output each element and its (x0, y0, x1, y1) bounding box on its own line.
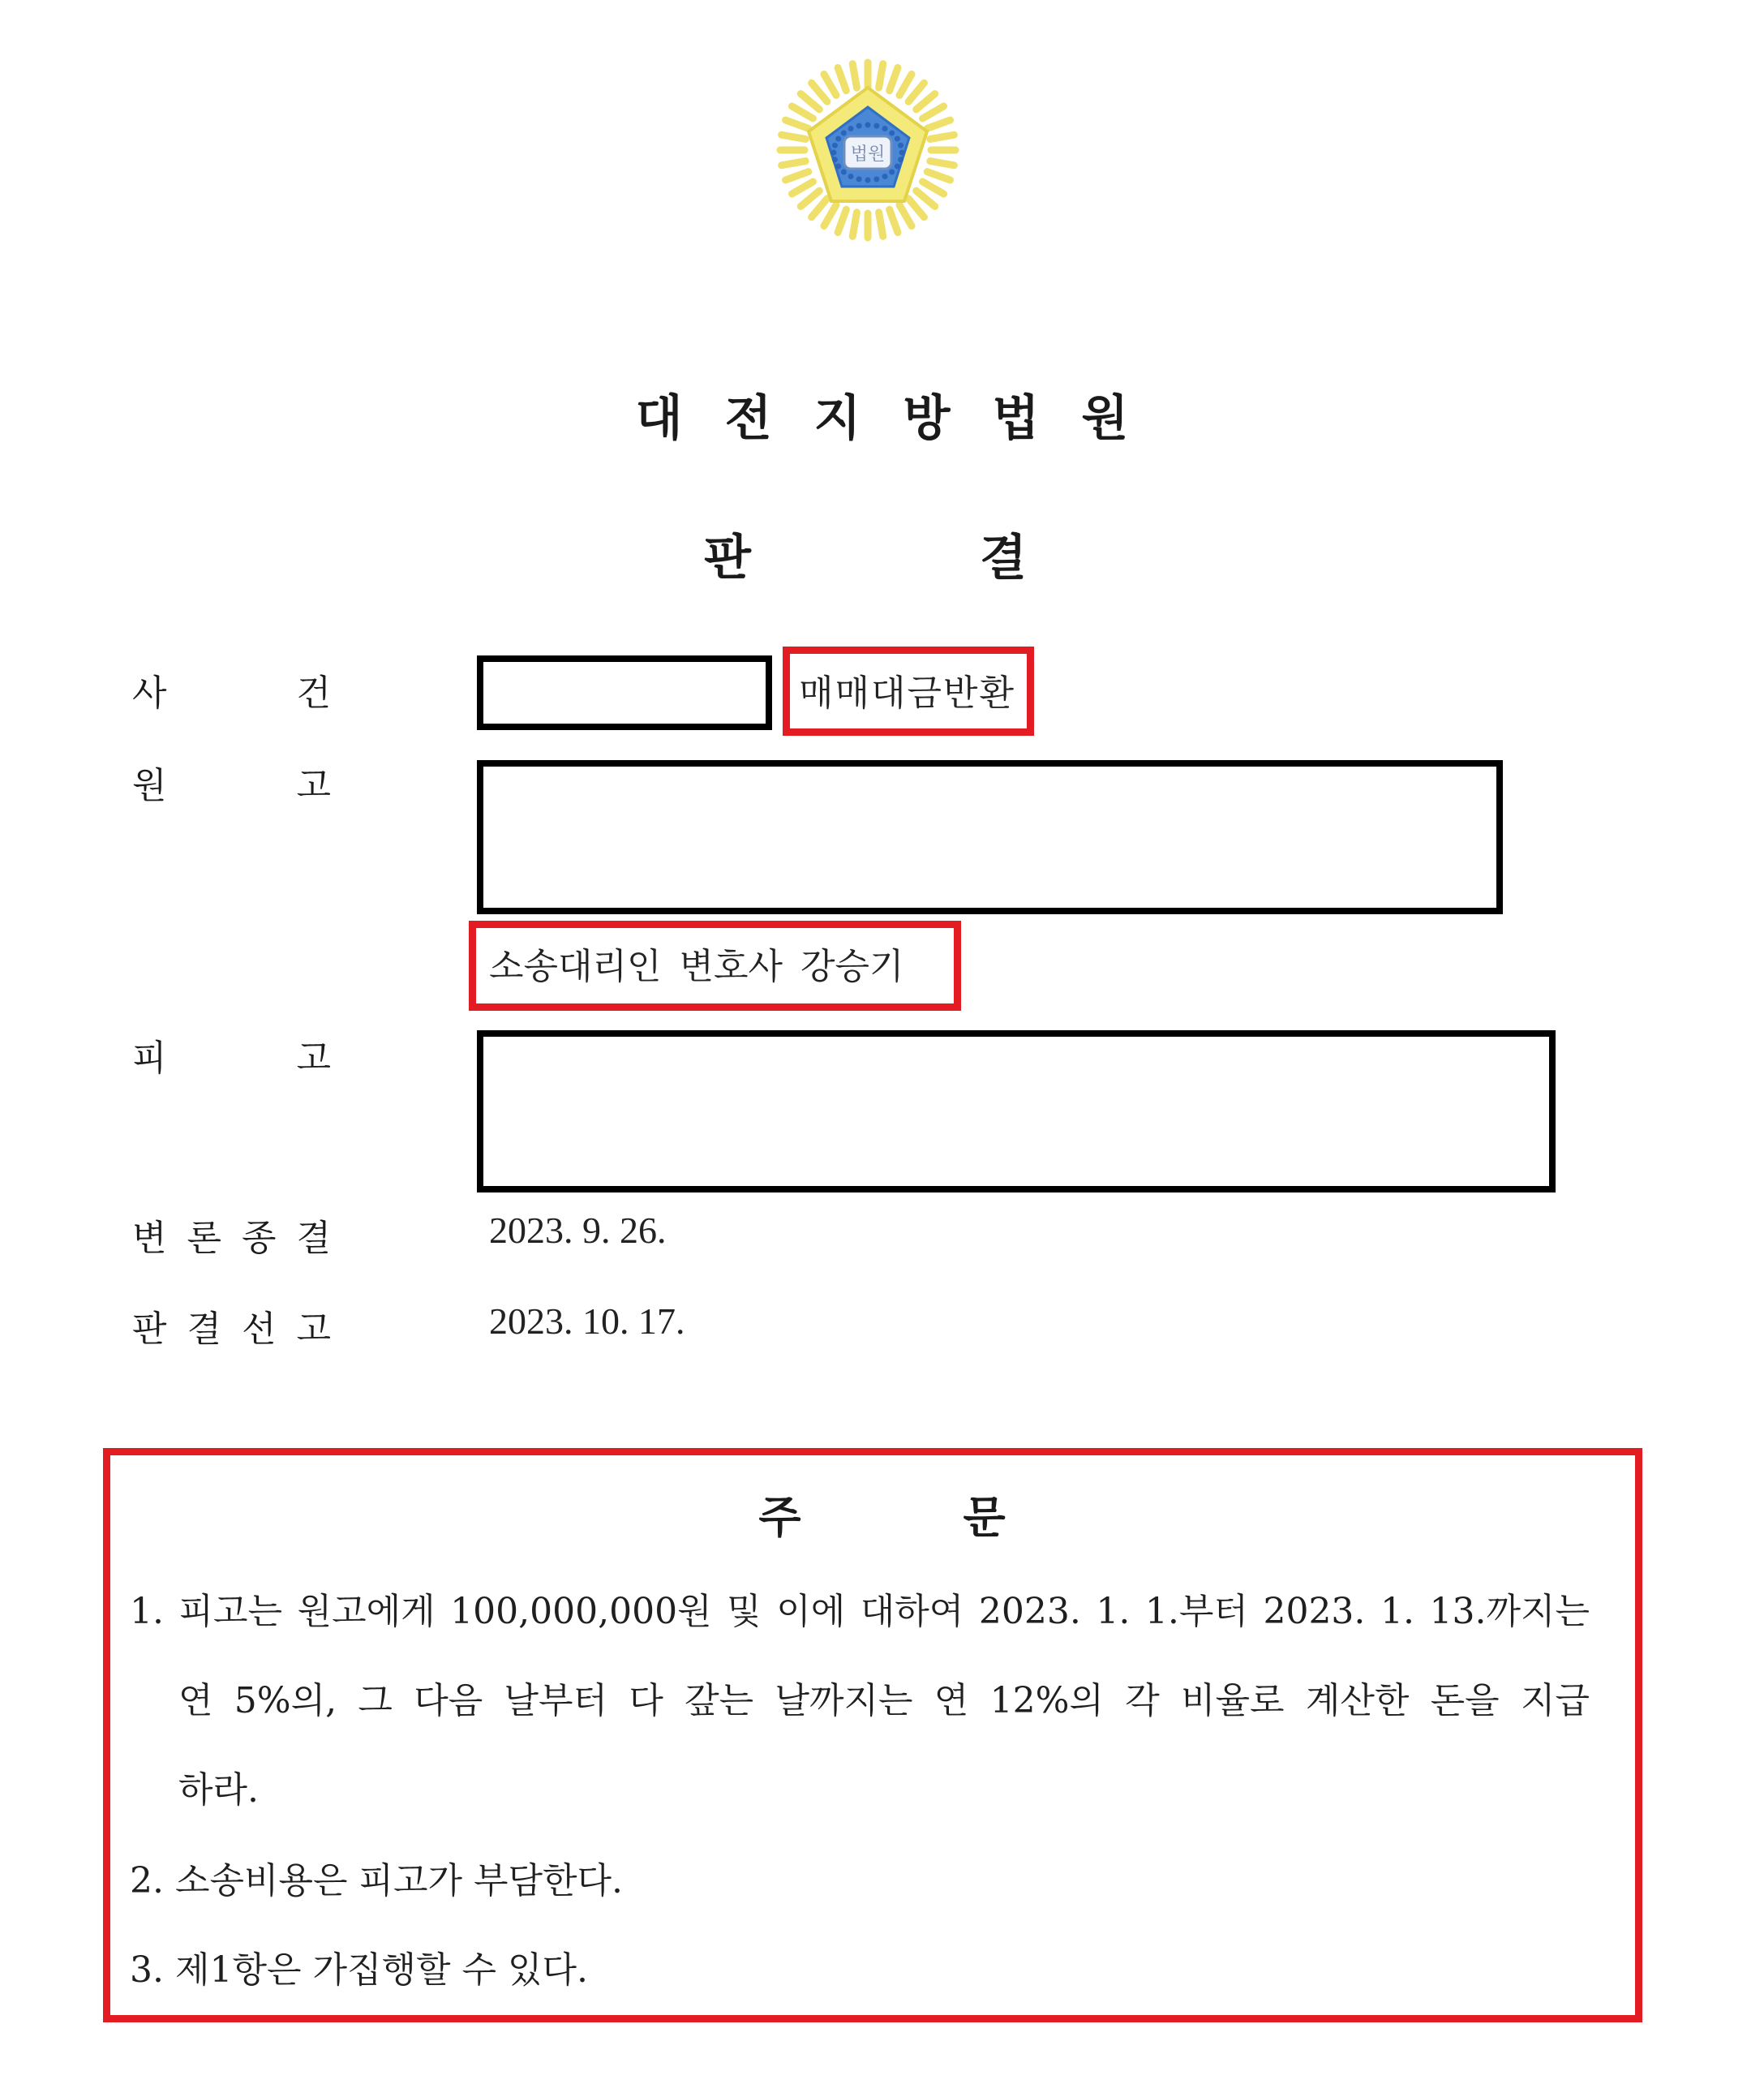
case-name: 매매대금반환 (799, 673, 1016, 714)
title-char-left: 판 (704, 530, 751, 587)
closing-date: 2023. 9. 26. (489, 1210, 667, 1251)
order-item-3: 3. 제1항은 가집행할 수 있다. (130, 1949, 588, 1991)
label-ruling-date: 판 결 선 고 (132, 1308, 331, 1350)
redacted-defendant (477, 1030, 1556, 1192)
seal-text: 법원 (850, 144, 886, 165)
label-defendant: 피 고 (132, 1038, 331, 1079)
plaintiff-attorney: 소송대리인 변호사 강승기 (489, 946, 904, 987)
label-closing-of-argument: 변 론 종 결 (132, 1218, 331, 1259)
label-case: 사 건 (132, 673, 331, 714)
title-char-right: 결 (980, 530, 1027, 587)
redacted-case-number (477, 655, 772, 730)
redacted-plaintiff (477, 760, 1503, 914)
order-item-1-line-2: 연 5%의, 그 다음 날부터 다 갚는 날까지는 연 12%의 각 비율로 계산한 돈을 지급 (178, 1680, 1590, 1721)
order-item-2: 2. 소송비용은 피고가 부담한다. (130, 1860, 623, 1901)
ruling-date: 2023. 10. 17. (489, 1300, 685, 1342)
label-plaintiff: 원 고 (132, 765, 331, 806)
court-seal-emblem (775, 57, 961, 243)
court-name: 대전지방법원 (635, 390, 1171, 447)
order-item-1-line-1: 1. 피고는 원고에게 100,000,000원 및 이에 대하여 2023. 1. 1.부터 2023. 1. 13.까지는 (130, 1591, 1590, 1632)
order-title: 주 문 (758, 1492, 1006, 1543)
order-item-1-line-3: 하라. (178, 1769, 259, 1811)
